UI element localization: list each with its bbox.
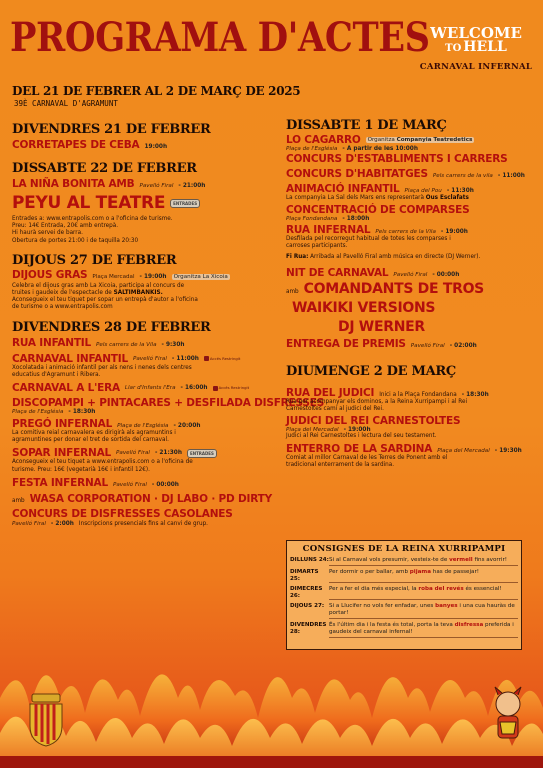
- artists-list: WASA CORPORATION · DJ LABO · PD DIRTY: [29, 492, 273, 505]
- event-place: Plaça Fondandana: [286, 216, 338, 223]
- event-time: 19:00h: [445, 229, 468, 236]
- event-title: DIJOUS GRAS: [12, 268, 88, 281]
- lock-icon: [204, 356, 209, 361]
- instruction-text: [329, 586, 518, 600]
- instruction-part: preferida i gaudeix del carnaval infernal!: [329, 622, 514, 635]
- instruction-row: [287, 569, 521, 583]
- town-coat-of-arms-icon: [26, 692, 66, 748]
- event-desc: Inscripcions presencials fins al canvi de grup.: [78, 521, 208, 528]
- instruction-row: [287, 622, 521, 638]
- event-desc: Hi haurà servei de barra.: [12, 230, 83, 237]
- event-desc: tradicional enterrament de la sardina.: [286, 461, 395, 468]
- event-place: Plaça Mercadal: [92, 273, 135, 280]
- event-place: Pavelló Firal: [116, 450, 150, 457]
- instruction-highlight: roba del revés: [418, 586, 464, 592]
- queen-instructions-box: [286, 540, 522, 650]
- event-time: 20:00h: [177, 423, 201, 430]
- instruction-day: DIJOUS 27:: [290, 603, 325, 609]
- event-desc: Desfilada pel recorregut habitual de totes les comparses i: [286, 236, 451, 243]
- event-desc: Preu: 14€ Entrada, 20€ amb entrepà.: [12, 223, 119, 230]
- event-desc-bold: Ous Esclafats: [425, 195, 469, 201]
- event-title: SOPAR INFERNAL: [12, 447, 112, 460]
- event-desc: agramuntines per donar el tret de sortida del carnaval.: [12, 437, 169, 444]
- event-title: RUA INFANTIL: [12, 336, 92, 349]
- event-desc: Arribada al Pavelló Firal amb música en directe (DJ Werner).: [308, 253, 481, 260]
- event-title: ENTREGA DE PREMIS: [286, 337, 406, 350]
- event-desc: truites i gaudeix de l'espectacle de: [12, 290, 114, 297]
- event-place: Pels carrers de la vila: [432, 173, 493, 179]
- event-place: Inici a la Plaça Fondandana: [379, 391, 457, 398]
- instruction-text: [329, 569, 518, 583]
- instruction-row: [287, 586, 521, 600]
- instruction-text: [329, 603, 518, 619]
- event-place: Plaça del Pou: [404, 188, 442, 194]
- event-place: Pavelló Firal: [112, 481, 147, 488]
- day-heading: DIUMENGE 2 DE MARÇ: [286, 363, 456, 379]
- instruction-highlight: pijama: [409, 569, 432, 575]
- event-title: PREGÓ INFERNAL: [12, 418, 113, 431]
- event-title: ANIMACIÓ INFANTIL: [286, 183, 400, 195]
- event-place: Plaça del Mercadal: [286, 427, 339, 434]
- event-title: CONCURS D'ESTABLIMENTS I CARRERS: [286, 153, 508, 165]
- event-place: Llar d'Infants l'Era: [124, 385, 176, 392]
- instruction-day: DILLUNS 24:: [290, 557, 329, 563]
- event-desc: educatius d'Agramunt i Ribera.: [12, 371, 101, 378]
- event-time: 16:00h: [184, 385, 208, 392]
- instruction-part: has de passejar!: [431, 569, 480, 575]
- event-desc: La companyia La Sal dels Mars ens representarà: [286, 195, 426, 201]
- edition-label: 39È CARNAVAL D'AGRAMUNT: [14, 99, 118, 108]
- instruction-day: DIMECRES 26:: [290, 586, 323, 599]
- ticket-badge: ENTRADES: [187, 449, 217, 458]
- instruction-part: fins avorrir!: [472, 557, 508, 563]
- event-time: 2:00h: [55, 521, 74, 528]
- event-title: ENTERRO DE LA SARDINA: [286, 442, 433, 455]
- event-place: Plaça de l'Església: [286, 146, 338, 152]
- event-desc-bold: Fi Rua:: [286, 253, 309, 260]
- event-time: 00:00h: [436, 271, 460, 278]
- restricted-access-label: [204, 356, 240, 361]
- event-time: 9:30h: [165, 341, 185, 348]
- event-time: 19:00h: [348, 427, 371, 434]
- instruction-day: DIMARTS 25:: [290, 569, 319, 582]
- instruction-text: [329, 557, 518, 566]
- event-title: CORRETAPES DE CEBA: [12, 139, 140, 151]
- event-place: Plaça de l'Església: [117, 423, 169, 430]
- event-title: LA NIÑA BONITA AMB: [12, 178, 135, 190]
- event-title: JUDICI DEL REI CARNESTOLTES: [286, 415, 461, 428]
- event-place: Pavelló Firal: [12, 521, 46, 528]
- logo-line3: HELL: [463, 39, 507, 55]
- event-desc: Xocolatada i animació infantil per als nens i nenes dels centres: [12, 364, 192, 371]
- event-desc: Comiat al millor Carnaval de les Terres de Ponent amb el: [286, 454, 448, 461]
- artist-name: COMANDANTS DE TROS: [303, 280, 484, 297]
- organizer-label: Organitza: [367, 137, 395, 143]
- instruction-part: és essencial!: [463, 586, 502, 592]
- event-title: RUA DEL JUDICI: [286, 386, 375, 399]
- event-title: LO CAGARRO: [286, 134, 361, 146]
- event-title: CARNAVAL A L'ERA: [12, 382, 120, 395]
- devil-mascot-icon: [486, 686, 530, 746]
- left-column: DIVENDRES 21 DE FEBRER CORRETAPES DE CEBA 19:00h DISSABTE 22 DE FEBRER LA NIÑA BONITA AMB Pavelló Firal - 21:00h PEYU AL TEATRE ENTRADES Entrades a: www.entrapolis.com o a l'oficina de turisme. Preu: 14€ Entrada, 20€ amb entrepà. Hi haurà servei de barra. Obertura de portes 21:00 i de taquilla 20:30 DIJOUS 27 DE FEBRER DIJOUS GRAS Plaça Mercadal - 19:00h Organitza La Xicoia Celebra el dijous gras amb La Xicoia, participa al concurs de truites i gaudeix de l'espectacle de SALTIMBANKIS. Aconsegueix el teu tiquet per sopar un entrepà d'autor a l'oficina de turisme o a www.entrapolis.com DIVENDRES 28 DE FEBRER RUA INFANTIL Pels carrers de la Vila - 9:30h CARNAVAL INFANTIL Pavelló Firal - 11:00h Accés Restringit Xocolatada i animació infantil per als nens i nenes dels centres educatius d'Agramunt i Ribera. CARNAVAL A L'ERA Llar d'Infants l'Era - 16:00h Accés Restringit DISCOPAMPI + PINTACARES + DESFILADA DISFRESSES Plaça de l'Església - 18:30h PREGÓ INFERNAL Plaça de l'Església - 20:00h La comitiva reial carnavalera es dirigirà als agramuntins i agramuntines per donar el tret de sortida del carnaval. SOPAR INFERNAL Pavelló Firal - 21:30h ENTRADES Aconsegueix el teu tiquet a www.entrapolis.com o a l'oficina de turisme. Preu: 16€ (vegetarià 16€ i infantil 12€). FESTA INFERNAL Pavelló Firal - 00:00h amb WASA CORPORATION · DJ LABO · PD DIRTY CONCURS DE DISFRESSES CASOLANES Pavelló Firal - 2:00h Inscripcions presencials fins al canvi de grup.: [12, 122, 325, 528]
- event-title: RUA INFERNAL: [286, 224, 371, 237]
- restricted-text: Accés Restringit: [218, 385, 250, 391]
- event-desc: Aconsegueix el teu tiquet per sopar un entrepà d'autor a l'oficina: [12, 297, 198, 304]
- event-title: PEYU AL TEATRE: [12, 193, 166, 213]
- artist-name: DJ WERNER: [338, 318, 425, 335]
- event-desc: Carnestoltes camí al judici del Rei.: [286, 406, 384, 413]
- instruction-part: Per dormir o per ballar, amb: [329, 569, 410, 575]
- event-title: CONCURS D'HABITATGES: [286, 168, 428, 180]
- event-time: 18:00h: [346, 216, 370, 223]
- event-place: Pavelló Firal: [132, 355, 167, 362]
- restricted-access-label: [213, 386, 249, 391]
- event-time: 11:00h: [176, 355, 199, 362]
- instruction-part: És l'últim dia i la festa és total, porta la teva: [329, 622, 455, 628]
- event-desc: Entrades a: www.entrapolis.com o a l'oficina de turisme.: [12, 216, 173, 222]
- event-desc-bold: SALTIMBANKIS.: [113, 290, 163, 297]
- event-time: 18:30h: [466, 391, 489, 398]
- event-place: Plaça de l'Església: [12, 409, 64, 416]
- event-desc: Rua per acompanyar els dominos, a la Reina Xurripampi i al Rei: [286, 399, 468, 406]
- lock-icon: [213, 386, 218, 391]
- event-desc: de turisme o a www.entrapolis.com: [12, 304, 113, 311]
- artist-name: WAIKIKI VERSIONS: [292, 299, 436, 316]
- event-time: 19:00h: [144, 144, 168, 150]
- event-desc: Aconsegueix el teu tiquet a www.entrapolis.com o a l'oficina de: [12, 459, 193, 466]
- amb-label: amb: [12, 497, 25, 504]
- instruction-part: Per a fer el dia més especial, la: [329, 586, 419, 592]
- instruction-row: [287, 603, 521, 619]
- ticket-badge: ENTRADES: [170, 199, 200, 208]
- right-column: DISSABTE 1 DE MARÇ LO CAGARRO Organitza Companyia Teatredetics Plaça de l'Església - A partir de les 10:00h CONCURS D'ESTABLIMENTS I CARRERS CONCURS D'HABITATGES Pels carrers de la vila - 11:00h ANIMACIÓ INFANTIL Plaça del Pou - 11:30h La companyia La Sal dels Mars ens representarà Ous Esclafats CONCENTRACIÓ DE COMPARSES Plaça Fondandana - 18:00h RUA INFERNAL Pels carrers de la Vila - 19:00h Desfilada pel recorregut habitual de totes les comparses i carroses participants. Fi Rua: Arribada al Pavelló Firal amb música en directe (DJ Werner). NIT DE CARNAVAL Pavelló Firal - 00:00h amb COMANDANTS DE TROS WAIKIKI VERSIONS DJ WERNER ENTREGA DE PREMIS Pavelló Firal - 02:00h DIUMENGE 2 DE MARÇ RUA DEL JUDICI Inici a la Plaça Fondandana - 18:30h Rua per acompanyar els dominos, a la Reina Xurripampi i al Rei Carnestoltes camí al judici del Rei. JUDICI DEL REI CARNESTOLTES Plaça del Mercadal - 19:00h Judici al Rei Carnestoltes i lectura del seu testament. ENTERRO DE LA SARDINA Plaça del Mercadal - 19:30h Comiat al millor Carnaval de les Terres de Ponent amb el tradicional enterrament de la sardina.: [286, 118, 536, 469]
- flames-decoration: [0, 638, 543, 768]
- event-desc: La comitiva reial carnavalera es dirigirà als agramuntins i: [12, 430, 176, 437]
- instruction-part: i una cua hauràs de portar!: [329, 603, 515, 616]
- event-desc: Obertura de portes 21:00 i de taquilla 20:30: [12, 237, 139, 244]
- event-time: 19:30h: [499, 447, 522, 454]
- date-range: DEL 21 DE FEBRER AL 2 DE MARÇ DE 2025: [12, 84, 301, 98]
- instruction-highlight: disfressa: [454, 622, 484, 628]
- event-time: 02:00h: [454, 342, 477, 349]
- event-time: 00:00h: [156, 481, 179, 488]
- event-place: Pavelló Firal: [393, 271, 428, 278]
- event-place: Pels carrers de la Vila: [375, 229, 436, 236]
- event-place: Pels carrers de la Vila: [96, 341, 157, 348]
- event-title: FESTA INFERNAL: [12, 476, 108, 489]
- event-place: Pavelló Firal: [410, 342, 445, 349]
- event-desc: Celebra el dijous gras amb La Xicoia, participa al concurs de: [12, 282, 185, 289]
- event-title: NIT DE CARNAVAL: [286, 266, 389, 279]
- event-title: CONCENTRACIÓ DE COMPARSES: [286, 204, 470, 217]
- event-place: Pavelló Firal: [139, 183, 174, 189]
- event-desc: carroses participants.: [286, 243, 348, 250]
- amb-label: amb: [286, 288, 299, 295]
- event-time: 18:30h: [72, 409, 96, 416]
- day-heading: DIVENDRES 28 DE FEBRER: [12, 319, 211, 335]
- event-time: 19:00h: [143, 273, 167, 280]
- logo-line1: WELCOME: [430, 24, 522, 42]
- day-heading: DIVENDRES 21 DE FEBRER: [12, 122, 211, 137]
- instruction-part: Si a Llucifer no vols fer enfadar, unes: [329, 603, 436, 609]
- day-heading: DIJOUS 27 DE FEBRER: [12, 252, 177, 268]
- logo-line2: TO: [445, 43, 462, 54]
- instruction-row: [287, 557, 521, 566]
- event-time: A partir de les 10:00h: [346, 146, 418, 152]
- event-title: CARNAVAL INFANTIL: [12, 352, 128, 365]
- organizer-tag: [366, 137, 475, 143]
- welcome-to-hell-logo: [416, 26, 536, 74]
- instruction-day: DIVENDRES 28:: [290, 622, 327, 635]
- event-time: 11:00h: [502, 173, 525, 179]
- organizer-name: Companyia Teatredetics: [396, 137, 473, 143]
- event-title: CONCURS DE DISFRESSES CASOLANES: [12, 508, 233, 521]
- instruction-highlight: banyes: [435, 603, 458, 609]
- box-title: CONSIGNES DE LA REINA XURRIPAMPI: [302, 544, 506, 554]
- instruction-part: Si al Carnaval vols presumir, vesteix-te de: [329, 557, 450, 563]
- event-time: 21:00h: [182, 183, 206, 189]
- event-title: DISCOPAMPI + PINTACARES + DESFILADA DISFRESSES: [12, 397, 325, 410]
- event-place: Plaça del Mercadal: [437, 447, 490, 454]
- restricted-text: Accés Restringit: [209, 355, 241, 361]
- instruction-text: [329, 622, 518, 638]
- day-heading: DISSABTE 22 DE FEBRER: [12, 161, 197, 176]
- event-time: 11:30h: [451, 188, 474, 194]
- page-title: PROGRAMA D'ACTES: [10, 14, 430, 61]
- event-desc: turisme. Preu: 16€ (vegetarià 16€ i infantil 12€).: [12, 466, 150, 473]
- instruction-highlight: vermell: [449, 557, 473, 563]
- day-heading: DISSABTE 1 DE MARÇ: [286, 118, 447, 133]
- organizer-tag: Organitza La Xicoia: [173, 273, 228, 280]
- logo-sub: CARNAVAL INFERNAL: [419, 62, 533, 72]
- event-desc: Judici al Rei Carnestoltes i lectura del seu testament.: [286, 433, 437, 440]
- event-time: 21:30h: [159, 450, 182, 457]
